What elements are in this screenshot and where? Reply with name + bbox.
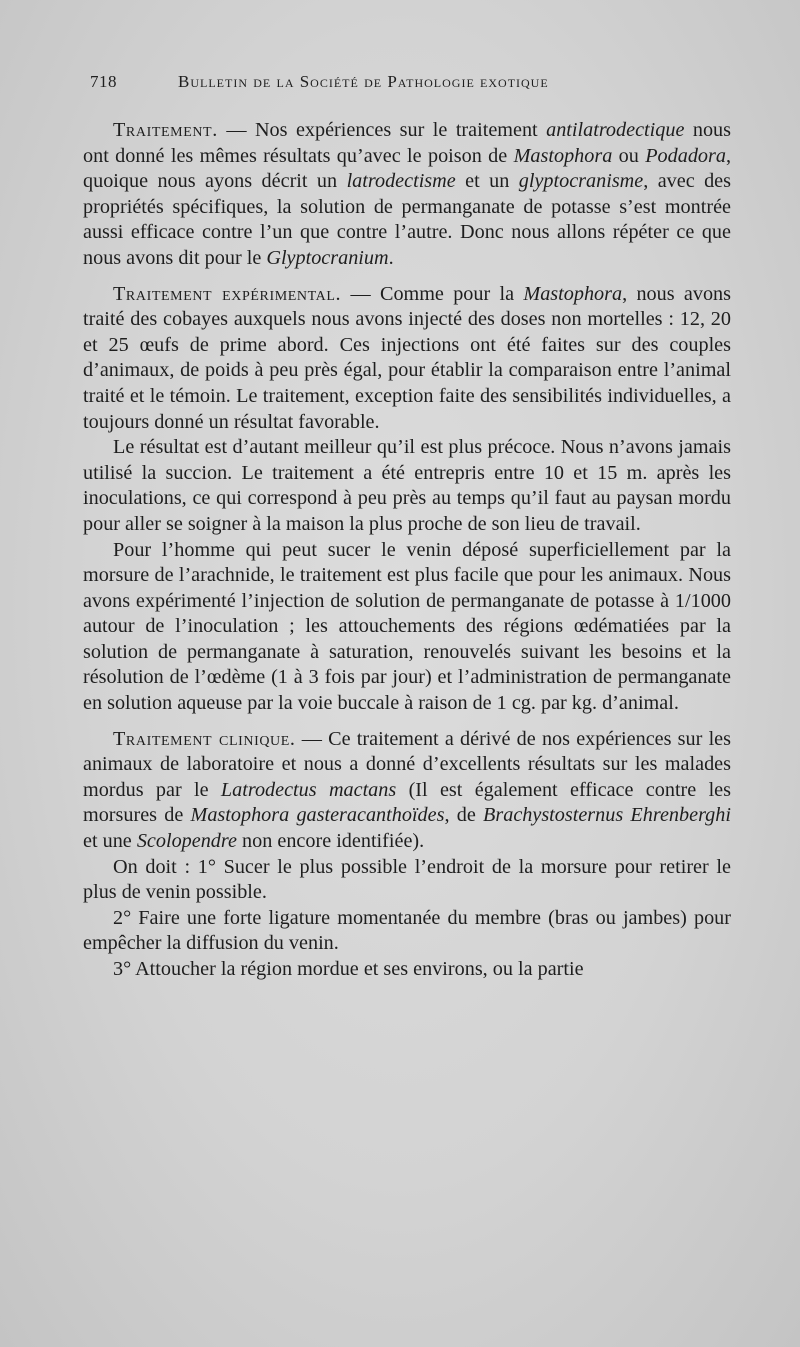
text-run: non encore identifiée). (236, 830, 425, 853)
text-run: , de (444, 804, 484, 827)
italic-term: Glyptocranium (266, 246, 389, 269)
italic-term: Mastophora (523, 282, 623, 305)
section-heading: Traitement. (113, 119, 218, 141)
text-run: — Comme pour la (341, 282, 524, 305)
italic-term: Mastophora (513, 144, 613, 167)
text-run: . (388, 246, 394, 269)
italic-term: glyptocranisme (518, 170, 644, 193)
text-run: 2° Faire une forte ligature momentanée du membre (bras ou jambes) pour empêcher la diffusion du venin. (83, 906, 731, 955)
italic-term: Mastophora gasteracanthoïdes (190, 804, 445, 827)
text-run: , quoique nous ayons décrit un (83, 144, 731, 193)
italic-term: Brachystosternus Ehrenberghi (483, 804, 731, 827)
paragraph (83, 855, 731, 906)
section-heading: Traitement expérimental. (113, 282, 342, 305)
paragraph (83, 435, 731, 537)
italic-term: Latrodectus mactans (220, 778, 397, 801)
text-run: , avec des propriétés spécifiques, la solution de permanganate de potasse s’est montrée aussi efficace contre l’un que contre l’autre. Donc nous allons répéter ce que nous avons dit pour le (83, 170, 732, 269)
section-paragraph-first (83, 727, 731, 855)
text-run: et une (83, 830, 137, 853)
text-run: , nous avons traité des cobayes auxquels nous avons injecté des doses non mortelles : 12, 20 et 25 œufs de prime abord. Ces injections ont été faites sur des couples d’animaux, de poids à peu près égal, pour établir la comparaison entre l’animal traité et le témoin. Le traitement, exception faite des sensibilités individuelles, a toujours donné un résultat favorable. (83, 282, 731, 433)
section-heading: Traitement clinique. (113, 727, 296, 750)
paragraph (83, 906, 731, 957)
paragraph (83, 538, 731, 717)
page-number: 718 (90, 72, 117, 91)
body-text (83, 118, 731, 983)
text-run: On doit : 1° Sucer le plus possible l’endroit de la morsure pour retirer le plus de venin possible. (83, 855, 731, 904)
italic-term: Scolopendre (136, 830, 237, 853)
running-title: Bulletin de la Société de Pathologie exotique (178, 72, 549, 91)
text-run: 3° Attoucher la région mordue et ses environs, ou la partie (113, 958, 584, 980)
italic-term: antilatrodectique (546, 119, 685, 141)
text-run: ou (612, 144, 646, 167)
text-run: nous ont donné les mêmes résultats qu’avec le poison de (83, 119, 731, 167)
italic-term: Podadora (645, 144, 726, 167)
section-paragraph-first (83, 118, 731, 272)
text-run: — Nos expériences sur le traitement (217, 119, 547, 141)
paragraph (83, 957, 731, 983)
text-run: Pour l’homme qui peut sucer le venin déposé superficiellement par la morsure de l’arachnide, le traitement est plus facile que pour les animaux. Nous avons expérimenté l’injection de solution de permanganate de potasse à 1/1000 autour de l’inoculation ; les attouchements des régions œdématiées par la solution de permanganate à saturation, renouvelés suivant les besoins et la résolution de l’œdème (1 à 3 fois par jour) et l’administration de permanganate en solution aqueuse par la voie buccale à raison de 1 cg. par kg. d’animal. (83, 538, 731, 715)
section-paragraph-first (83, 282, 731, 436)
text-run: Le résultat est d’autant meilleur qu’il est plus précoce. Nous n’avons jamais utilisé la succion. Le traitement a été entrepris entre 10 et 15 m. après les inoculations, ce qui correspond à peu près au temps qu’il faut au paysan mordu pour aller se soigner à la maison la plus proche de son lieu de travail. (83, 436, 731, 535)
italic-term: latrodectisme (346, 170, 456, 193)
text-run: (Il est également efficace contre les morsures de (83, 778, 731, 827)
text-run: et un (455, 170, 519, 193)
text-run: — Ce traitement a dérivé de nos expériences sur les animaux de laboratoire et nous a donné d’excellents résultats sur les malades mordus par le (83, 727, 731, 801)
